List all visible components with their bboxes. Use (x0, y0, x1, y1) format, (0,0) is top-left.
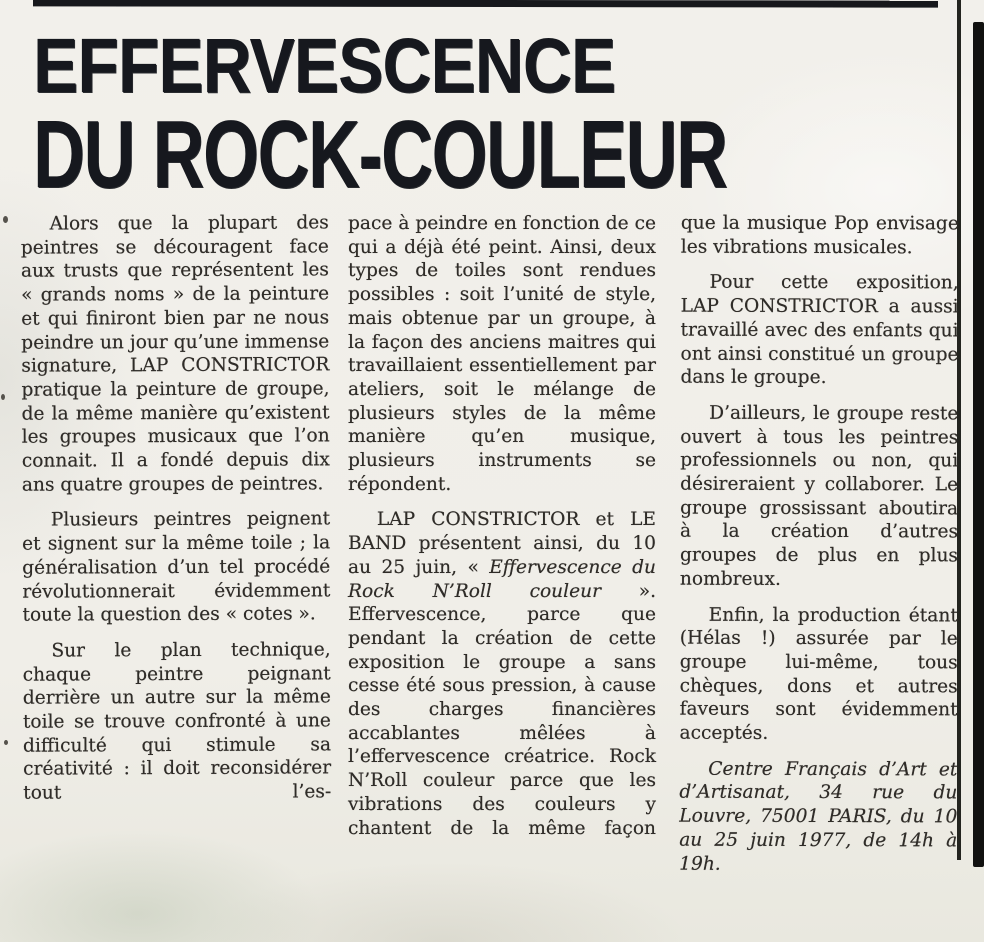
exposition-text-end: ». Effervescence, parce que pendant la création de cette exposition le groupe a sans cesse été sous pression, à cause des charges financières accablantes mêlées à l’effervescence créatrice. Rock N’Roll couleur parce que les vibrations des couleurs y chantent de la même façon (348, 580, 656, 839)
article-headline (33, 23, 958, 208)
exposition-text-start: LAP CONSTRICTOR et LE BAND présentent ainsi, du 10 au 25 juin, « (348, 509, 656, 578)
paragraph-groupe-ouvert: D’ailleurs, le groupe reste ouvert à tous les peintres professionnels ou non, qui désireraient y collaborer. Le groupe grossissant aboutira à la création d’autres groupes de plus en plus nombreux. (679, 402, 959, 590)
paragraph-signatures: Plusieurs peintres peignent et signent sur la même toile ; la généralisation d’un tel procédé révolutionnerait évidemment toute la question des « cotes ». (22, 508, 331, 626)
paragraph-technique-cont: pace à peindre en fonction de ce qui a déjà été peint. Ainsi, deux types de toiles sont rendues possibles : soit l’unité de style, mais obtenue par un groupe, à la façon des anciens maitres qui travaillaient essentiellement par ateliers, soit le mélange de plusieurs styles de la même manière qu’en musique, plusieurs instruments se répondent. (348, 213, 656, 495)
scan-speck (1, 394, 5, 400)
article-column-1 (21, 211, 332, 805)
paragraph-exposition (348, 508, 656, 840)
page-edge-bar (973, 22, 984, 867)
paragraph-intro: Alors que la plupart des peintres se découragent face aux trusts que représentent les « grands noms » de la peinture et qui finiront bien par ne nous peindre un jour qu’une immense signature, LAP CONSTRICTOR pratique la peinture de groupe, de la même manière qu’existent les groupes musicaux que l’on connait. Il a fondé depuis dix ans quatre groupes de peintres. (20, 212, 330, 496)
article-column-3 (679, 212, 959, 889)
scan-speck (3, 216, 8, 223)
scan-speck (4, 740, 8, 745)
article-column-2 (348, 212, 656, 840)
exposition-title: Effervescence du Rock N’Roll couleur (348, 556, 656, 602)
top-border-rule (33, 0, 938, 8)
paragraph-adresse: Centre Français d’Art et d’Artisanat, 34 rue du Louvre, 75001 PARIS, du 10 au 25 juin 1977, de 14h à 19h. (679, 758, 958, 875)
paragraph-technique: Sur le plan technique, chaque peintre peignant derrière un autre sur la même toile se trouve confronté à une difficulté qui stimule sa créativité : il doit reconsidérer tout l’es- (22, 639, 332, 804)
paragraph-production: Enfin, la production étant (Hélas !) assurée par le groupe lui-même, tous chèques, dons et autres faveurs sont évidemment acceptés. (679, 604, 958, 744)
paragraph-pop-cont: que la musique Pop envisage les vibrations musicales. (680, 212, 959, 258)
paragraph-enfants: Pour cette exposition, LAP CONSTRICTOR a aussi travaillé avec des enfants qui ont ainsi constitué un groupe dans le groupe. (680, 272, 959, 389)
headline-line-2: DU ROCK-COULEUR (33, 101, 727, 208)
headline-line-1: EFFERVESCENCE (33, 23, 616, 109)
